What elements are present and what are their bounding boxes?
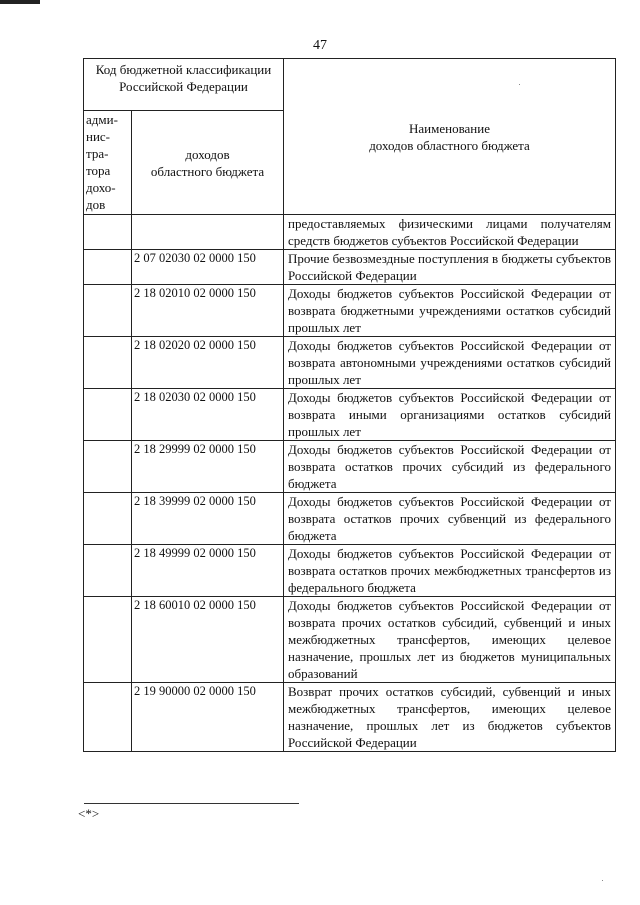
page-number: 47 bbox=[313, 38, 327, 53]
header-administrator bbox=[84, 111, 132, 215]
name-cell: Доходы бюджетов субъектов Российской Федерации от возврата остатков прочих субсидий из федерального бюджета bbox=[284, 441, 616, 493]
table-row bbox=[84, 285, 616, 337]
name-cell: Доходы бюджетов субъектов Российской Федерации от возврата остатков прочих межбюджетных трансфертов из федерального бюджета bbox=[284, 545, 616, 597]
admin-cell bbox=[84, 337, 132, 389]
header-income-name bbox=[284, 59, 616, 215]
scan-speck bbox=[519, 84, 520, 85]
table-row bbox=[84, 683, 616, 752]
code-cell: 2 18 60010 02 0000 150 bbox=[132, 597, 284, 683]
header-income-name-text: Наименование доходов областного бюджета bbox=[369, 120, 530, 153]
scan-speck bbox=[602, 880, 603, 881]
admin-cell bbox=[84, 545, 132, 597]
admin-cell bbox=[84, 250, 132, 285]
scan-corner-mark bbox=[0, 0, 40, 4]
name-cell: Доходы бюджетов субъектов Российской Федерации от возврата остатков прочих субвенций из федерального бюджета bbox=[284, 493, 616, 545]
name-cell: Возврат прочих остатков субсидий, субвенций и иных межбюджетных трансфертов, имеющих целевое назначение, прошлых лет из бюджетов субъектов Российской Федерации bbox=[284, 683, 616, 752]
table-row bbox=[84, 441, 616, 493]
table-row bbox=[84, 493, 616, 545]
code-cell: 2 18 29999 02 0000 150 bbox=[132, 441, 284, 493]
header-regional-income-text: доходов областного бюджета bbox=[150, 146, 265, 179]
header-administrator-text: адми- нис- тра- тора дохо- дов bbox=[86, 112, 118, 212]
admin-cell bbox=[84, 215, 132, 250]
code-cell: 2 07 02030 02 0000 150 bbox=[132, 250, 284, 285]
table-row bbox=[84, 389, 616, 441]
admin-cell bbox=[84, 493, 132, 545]
table-row bbox=[84, 597, 616, 683]
code-cell: 2 18 02020 02 0000 150 bbox=[132, 337, 284, 389]
admin-cell bbox=[84, 597, 132, 683]
code-cell bbox=[132, 215, 284, 250]
code-cell: 2 18 49999 02 0000 150 bbox=[132, 545, 284, 597]
table-row bbox=[84, 215, 616, 250]
name-cell: Доходы бюджетов субъектов Российской Федерации от возврата автономными учреждениями остатков субсидий прошлых лет bbox=[284, 337, 616, 389]
footnote-divider bbox=[84, 803, 299, 804]
header-regional-income bbox=[132, 111, 284, 215]
admin-cell bbox=[84, 389, 132, 441]
name-cell: предоставляемых физическими лицами получателям средств бюджетов субъектов Российской Федерации bbox=[284, 215, 616, 250]
header-row-group bbox=[84, 59, 616, 111]
table-row bbox=[84, 250, 616, 285]
name-cell: Доходы бюджетов субъектов Российской Федерации от возврата иными организациями остатков субсидий прошлых лет bbox=[284, 389, 616, 441]
admin-cell bbox=[84, 683, 132, 752]
name-cell: Доходы бюджетов субъектов Российской Федерации от возврата прочих остатков субсидий, субвенций и иных межбюджетных трансфертов, имеющих целевое назначение, прошлых лет из бюджетов муниципальных образований bbox=[284, 597, 616, 683]
code-cell: 2 18 02010 02 0000 150 bbox=[132, 285, 284, 337]
code-cell: 2 18 39999 02 0000 150 bbox=[132, 493, 284, 545]
header-classification-code: Код бюджетной классификации Российской Федерации bbox=[84, 59, 284, 111]
code-cell: 2 18 02030 02 0000 150 bbox=[132, 389, 284, 441]
footnote-marker: <*> bbox=[78, 806, 100, 821]
table-row bbox=[84, 545, 616, 597]
name-cell: Прочие безвозмездные поступления в бюджеты субъектов Российской Федерации bbox=[284, 250, 616, 285]
budget-classification-table bbox=[83, 58, 616, 752]
table-row bbox=[84, 337, 616, 389]
admin-cell bbox=[84, 285, 132, 337]
admin-cell bbox=[84, 441, 132, 493]
code-cell: 2 19 90000 02 0000 150 bbox=[132, 683, 284, 752]
name-cell: Доходы бюджетов субъектов Российской Федерации от возврата бюджетными учреждениями остатков субсидий прошлых лет bbox=[284, 285, 616, 337]
